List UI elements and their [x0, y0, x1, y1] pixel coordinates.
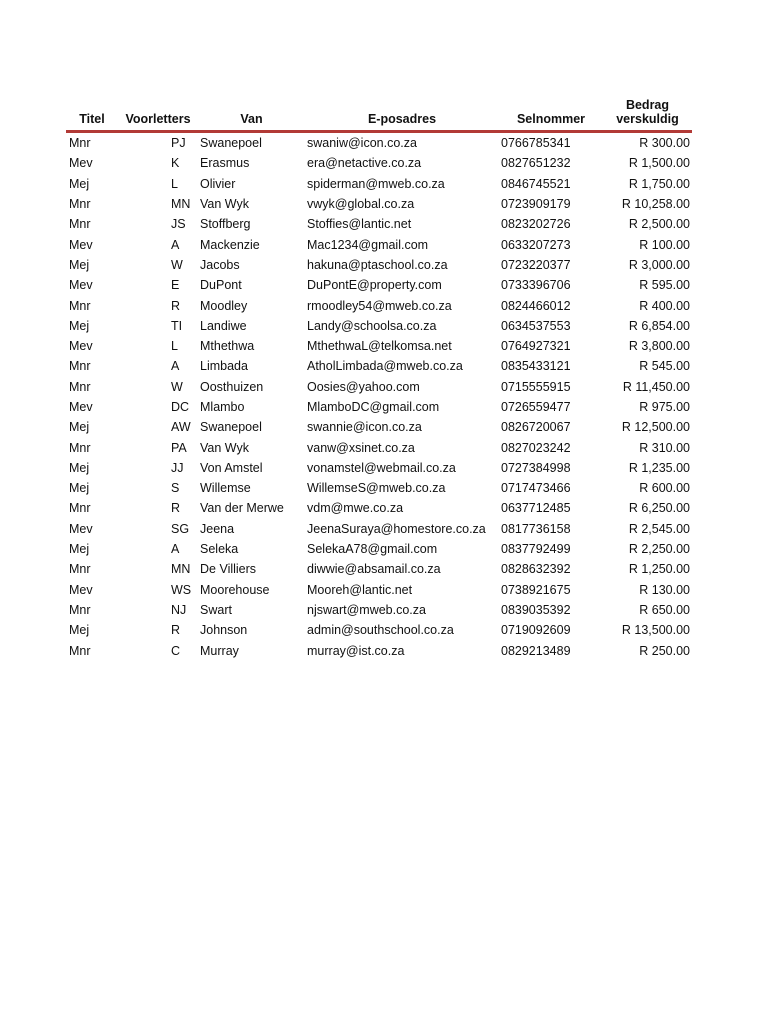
table-row: [66, 214, 692, 234]
cell-titel: Mej: [69, 176, 90, 191]
cell-eposadres: vdm@mwe.co.za: [307, 501, 404, 516]
cell-bedrag-verskuldig: R 595.00: [639, 278, 690, 293]
table-row: [66, 397, 692, 417]
table-row: [66, 377, 692, 397]
cell-titel: Mnr: [69, 136, 91, 151]
cell-selnommer: 0717473466: [501, 481, 571, 496]
cell-selnommer: 0828632392: [501, 562, 571, 577]
cell-van: De Villiers: [200, 562, 257, 577]
cell-bedrag-verskuldig: R 1,235.00: [628, 460, 690, 475]
cell-bedrag-verskuldig: R 600.00: [639, 481, 690, 496]
table-row: [66, 153, 692, 173]
cell-voorletters: L: [171, 339, 178, 354]
table-row: [66, 417, 692, 437]
cell-eposadres: AtholLimbada@mweb.co.za: [307, 359, 463, 374]
cell-selnommer: 0827023242: [501, 440, 571, 455]
cell-van: Von Amstel: [200, 460, 263, 475]
table-row: [66, 519, 692, 539]
cell-selnommer: 0719092609: [501, 623, 571, 638]
cell-selnommer: 0826720067: [501, 420, 571, 435]
cell-titel: Mev: [69, 582, 93, 597]
cell-selnommer: 0633207273: [501, 237, 571, 252]
cell-van: Stoffberg: [200, 217, 251, 232]
table-row: [66, 620, 692, 640]
cell-eposadres: hakuna@ptaschool.co.za: [307, 257, 448, 272]
cell-eposadres: vanw@xsinet.co.za: [307, 440, 415, 455]
cell-van: Erasmus: [200, 156, 250, 171]
cell-titel: Mej: [69, 318, 90, 333]
table-row: [66, 255, 692, 275]
cell-eposadres: admin@southschool.co.za: [307, 623, 454, 638]
cell-eposadres: WillemseS@mweb.co.za: [307, 481, 446, 496]
cell-eposadres: spiderman@mweb.co.za: [307, 176, 445, 191]
cell-titel: Mev: [69, 156, 93, 171]
table-row: [66, 559, 692, 579]
cell-titel: Mev: [69, 278, 93, 293]
cell-van: Jeena: [200, 521, 235, 536]
cell-voorletters: A: [171, 542, 180, 557]
cell-voorletters: W: [171, 257, 183, 272]
table-row: [66, 539, 692, 559]
cell-voorletters: PJ: [171, 136, 186, 151]
cell-selnommer: 0637712485: [501, 501, 571, 516]
cell-voorletters: JS: [171, 217, 186, 232]
cell-bedrag-verskuldig: R 12,500.00: [621, 420, 690, 435]
cell-voorletters: WS: [171, 582, 192, 597]
cell-titel: Mej: [69, 460, 90, 475]
cell-voorletters: SG: [171, 521, 190, 536]
cell-van: Limbada: [200, 359, 248, 374]
cell-van: Mackenzie: [200, 237, 260, 252]
cell-titel: Mnr: [69, 379, 91, 394]
cell-voorletters: DC: [171, 400, 190, 414]
cell-selnommer: 0634537553: [501, 318, 571, 333]
cell-van: Mlambo: [200, 400, 245, 414]
table-row: [66, 295, 692, 315]
cell-van: Landiwe: [200, 318, 247, 333]
cell-van: Moodley: [200, 298, 248, 313]
cell-bedrag-verskuldig: R 100.00: [639, 237, 690, 252]
cell-voorletters: JJ: [171, 460, 184, 475]
cell-van: Murray: [200, 643, 239, 658]
table-row: [66, 275, 692, 295]
cell-van: Olivier: [200, 176, 236, 191]
cell-titel: Mnr: [69, 440, 91, 455]
cell-titel: Mnr: [69, 602, 91, 617]
cell-eposadres: rmoodley54@mweb.co.za: [307, 298, 452, 313]
table-row: [66, 478, 692, 498]
table-row: [66, 194, 692, 214]
table-row: [66, 316, 692, 336]
cell-titel: Mej: [69, 257, 90, 272]
cell-selnommer: 0726559477: [501, 400, 571, 414]
cell-selnommer: 0846745521: [501, 176, 571, 191]
cell-voorletters: R: [171, 623, 181, 638]
header-bedrag-verskuldig: [603, 96, 692, 132]
cell-voorletters: E: [171, 278, 180, 293]
cell-eposadres: Mac1234@gmail.com: [307, 237, 429, 252]
table-row: [66, 600, 692, 620]
cell-bedrag-verskuldig: R 1,750.00: [628, 176, 690, 191]
header-bedrag-line1: Bedrag: [625, 98, 670, 112]
cell-selnommer: 0723909179: [501, 197, 571, 212]
header-van: Van: [240, 112, 263, 126]
cell-bedrag-verskuldig: R 130.00: [639, 582, 690, 597]
cell-titel: Mej: [69, 420, 90, 435]
cell-voorletters: R: [171, 298, 181, 313]
header-selnommer: Selnommer: [516, 112, 586, 126]
cell-voorletters: NJ: [171, 602, 187, 617]
cell-bedrag-verskuldig: R 310.00: [639, 440, 690, 455]
cell-titel: Mev: [69, 339, 93, 354]
cell-bedrag-verskuldig: R 11,450.00: [622, 379, 690, 394]
table-row: [66, 336, 692, 356]
cell-titel: Mev: [69, 521, 93, 536]
table-row: [66, 458, 692, 478]
cell-selnommer: 0723220377: [501, 257, 571, 272]
cell-van: Van der Merwe: [200, 501, 284, 516]
cell-eposadres: Landy@schoolsa.co.za: [307, 318, 437, 333]
cell-selnommer: 0817736158: [501, 521, 571, 536]
cell-selnommer: 0766785341: [501, 136, 571, 151]
table-row: [66, 132, 692, 154]
table-row: [66, 356, 692, 376]
cell-eposadres: Oosies@yahoo.com: [307, 379, 420, 394]
cell-selnommer: 0839035392: [501, 602, 571, 617]
cell-van: Moorehouse: [200, 582, 270, 597]
table-row: [66, 498, 692, 518]
table-row: [66, 234, 692, 254]
cell-bedrag-verskuldig: R 975.00: [639, 400, 690, 414]
cell-titel: Mnr: [69, 501, 91, 516]
cell-bedrag-verskuldig: R 650.00: [639, 602, 690, 617]
cell-van: Johnson: [200, 623, 248, 638]
cell-bedrag-verskuldig: R 2,545.00: [628, 521, 690, 536]
cell-voorletters: AW: [171, 420, 191, 435]
cell-bedrag-verskuldig: R 3,800.00: [628, 339, 690, 354]
cell-bedrag-verskuldig: R 250.00: [639, 643, 690, 658]
debtors-sheet: [66, 96, 692, 661]
cell-eposadres: era@netactive.co.za: [307, 156, 422, 171]
header-bedrag-line2: verskuldig: [616, 112, 679, 126]
cell-bedrag-verskuldig: R 300.00: [639, 136, 690, 151]
cell-bedrag-verskuldig: R 10,258.00: [621, 197, 690, 212]
header-voorletters: Voorletters: [125, 112, 191, 126]
cell-bedrag-verskuldig: R 400.00: [639, 298, 690, 313]
cell-voorletters: A: [171, 359, 180, 374]
cell-selnommer: 0837792499: [501, 542, 571, 557]
cell-bedrag-verskuldig: R 6,250.00: [628, 501, 690, 516]
cell-selnommer: 0764927321: [501, 339, 571, 354]
cell-eposadres: diwwie@absamail.co.za: [307, 562, 441, 577]
cell-eposadres: vonamstel@webmail.co.za: [307, 460, 456, 475]
cell-eposadres: njswart@mweb.co.za: [307, 602, 426, 617]
cell-selnommer: 0727384998: [501, 460, 571, 475]
cell-eposadres: SelekaA78@gmail.com: [307, 542, 438, 557]
cell-voorletters: A: [171, 237, 180, 252]
cell-voorletters: C: [171, 643, 181, 658]
cell-selnommer: 0823202726: [501, 217, 571, 232]
cell-titel: Mev: [69, 237, 93, 252]
cell-titel: Mej: [69, 623, 90, 638]
cell-selnommer: 0835433121: [501, 359, 571, 374]
cell-voorletters: R: [171, 501, 181, 516]
cell-selnommer: 0829213489: [501, 643, 571, 658]
cell-van: Van Wyk: [200, 440, 249, 455]
cell-eposadres: swaniw@icon.co.za: [307, 136, 417, 151]
cell-voorletters: PA: [171, 440, 187, 455]
cell-van: Jacobs: [200, 257, 240, 272]
cell-bedrag-verskuldig: R 2,250.00: [628, 542, 690, 557]
cell-voorletters: MN: [171, 562, 191, 577]
cell-titel: Mnr: [69, 197, 91, 212]
header-row: [66, 96, 692, 132]
cell-van: Seleka: [200, 542, 239, 557]
cell-titel: Mnr: [69, 298, 91, 313]
cell-voorletters: S: [171, 481, 180, 496]
table-row: [66, 640, 692, 660]
cell-voorletters: TI: [171, 318, 183, 333]
cell-bedrag-verskuldig: R 6,854.00: [628, 318, 690, 333]
cell-titel: Mej: [69, 542, 90, 557]
cell-bedrag-verskuldig: R 3,000.00: [628, 257, 690, 272]
cell-selnommer: 0738921675: [501, 582, 571, 597]
cell-titel: Mnr: [69, 643, 91, 658]
header-eposadres: E-posadres: [367, 112, 437, 126]
cell-titel: Mej: [69, 481, 90, 496]
cell-selnommer: 0827651232: [501, 156, 571, 171]
cell-bedrag-verskuldig: R 1,250.00: [628, 562, 690, 577]
cell-selnommer: 0733396706: [501, 278, 571, 293]
cell-eposadres: JeenaSuraya@homestore.co.za: [307, 521, 486, 536]
table-row: [66, 174, 692, 194]
cell-voorletters: L: [171, 176, 178, 191]
cell-van: DuPont: [200, 278, 242, 293]
cell-van: Mthethwa: [200, 339, 255, 354]
header-titel: Titel: [79, 112, 105, 126]
table-header: [66, 96, 692, 132]
cell-bedrag-verskuldig: R 1,500.00: [628, 156, 690, 171]
cell-selnommer: 0824466012: [501, 298, 571, 313]
cell-voorletters: W: [171, 379, 183, 394]
cell-eposadres: Stoffies@lantic.net: [307, 217, 412, 232]
cell-selnommer: 0715555915: [501, 379, 571, 394]
table-row: [66, 580, 692, 600]
cell-van: Oosthuizen: [200, 379, 264, 394]
cell-eposadres: MthethwaL@telkomsa.net: [307, 339, 452, 354]
cell-van: Van Wyk: [200, 197, 249, 212]
cell-eposadres: MlamboDC@gmail.com: [307, 400, 440, 414]
table-body: [66, 132, 692, 661]
debtors-table: [66, 96, 692, 661]
cell-titel: Mnr: [69, 359, 91, 374]
cell-eposadres: DuPontE@property.com: [307, 278, 442, 293]
cell-van: Willemse: [200, 481, 251, 496]
cell-bedrag-verskuldig: R 13,500.00: [621, 623, 690, 638]
cell-van: Swanepoel: [200, 136, 262, 151]
cell-eposadres: murray@ist.co.za: [307, 643, 405, 658]
cell-bedrag-verskuldig: R 2,500.00: [628, 217, 690, 232]
cell-eposadres: swannie@icon.co.za: [307, 420, 422, 435]
cell-titel: Mnr: [69, 217, 91, 232]
cell-bedrag-verskuldig: R 545.00: [639, 359, 690, 374]
cell-eposadres: Mooreh@lantic.net: [307, 582, 413, 597]
cell-van: Swart: [200, 602, 232, 617]
cell-titel: Mnr: [69, 562, 91, 577]
cell-voorletters: K: [171, 156, 180, 171]
cell-eposadres: vwyk@global.co.za: [307, 197, 415, 212]
cell-van: Swanepoel: [200, 420, 262, 435]
table-row: [66, 437, 692, 457]
cell-titel: Mev: [69, 400, 93, 414]
cell-voorletters: MN: [171, 197, 191, 212]
